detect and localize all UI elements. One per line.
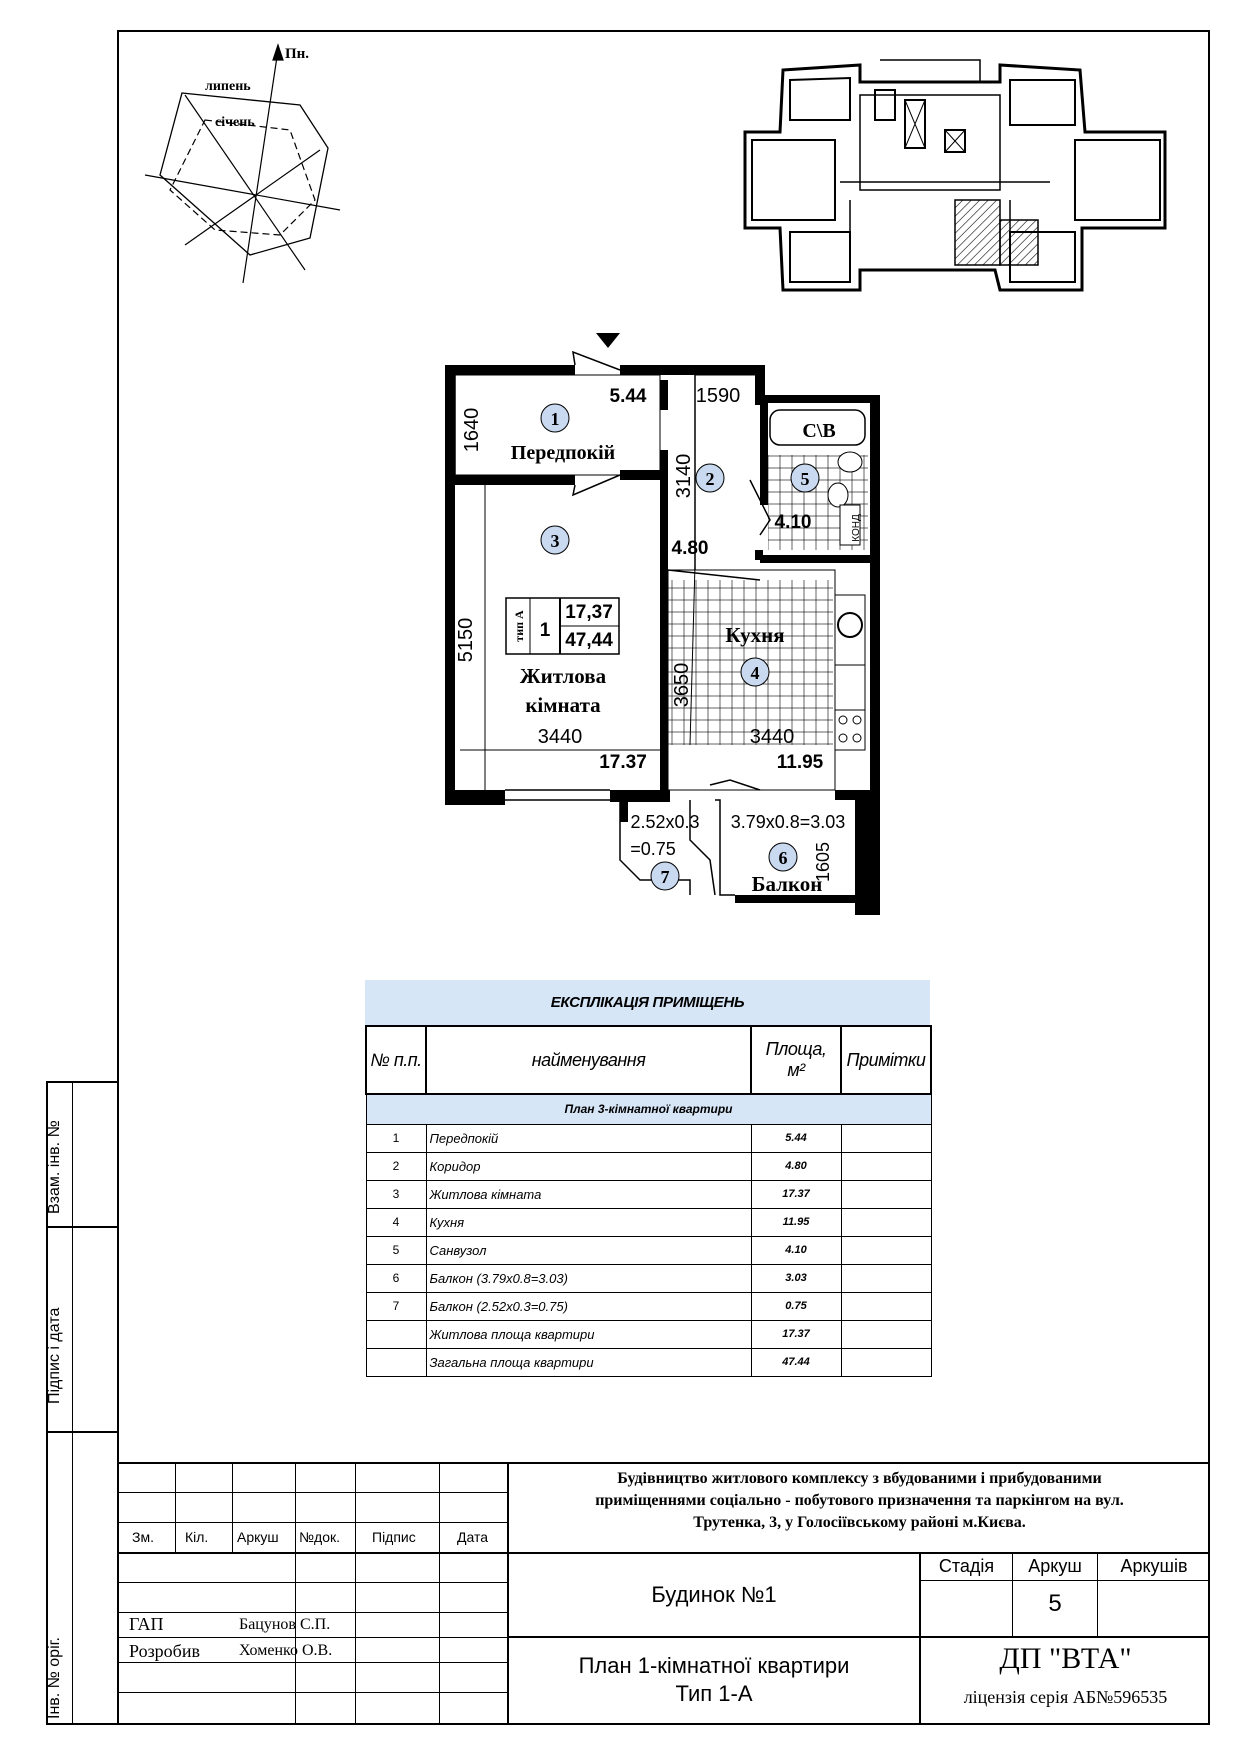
table-row: 7 Балкон (2.52x0.3=0.75) 0.75: [366, 1292, 931, 1320]
table-row: 3 Житлова кімната 17.37: [366, 1180, 931, 1208]
table-row: Загальна площа квартири 47.44: [366, 1348, 931, 1376]
key-plan-highlight: [955, 200, 1000, 265]
room-3-num: 3: [550, 531, 560, 551]
room-4-name: Кухня: [725, 623, 785, 647]
room-3-name-2: кімната: [525, 693, 601, 717]
sidebar-pidpys: Підпис і дата: [46, 1307, 63, 1404]
table-row: 4 Кухня 11.95: [366, 1208, 931, 1236]
room-5-area: 4.10: [774, 512, 812, 533]
gap-name: Бацунов С.П.: [239, 1616, 331, 1633]
project-description: Будівництво житлового комплексу з вбудованими і прибудованими приміщеннями соціально - побутового призначення та паркінгом на вул. Трутенка, 3, у Голосіївському районі м.Києва.: [595, 1470, 1124, 1531]
dim-1640: 1640: [461, 407, 483, 453]
dev-name: Хоменко О.В.: [239, 1642, 333, 1659]
table-row: 1 Передпокій 5.44: [366, 1124, 931, 1152]
table-row: 2 Коридор 4.80: [366, 1152, 931, 1180]
north-label: Пн.: [285, 46, 310, 62]
col-area: Площа, м²: [751, 1026, 841, 1094]
stamp-living: 17,37: [565, 602, 613, 623]
room-1-area: 5.44: [609, 386, 647, 407]
dim-3650: 3650: [671, 662, 693, 708]
org-name: ДП "ВТА": [999, 1642, 1132, 1675]
room-3-name-1: Житлова: [519, 664, 607, 688]
sidebar-vzam: Взам. інв. №: [46, 1120, 63, 1214]
sidebar-inv: Інв. № оріг.: [46, 1637, 63, 1719]
sheet-title: План 1-кімнатної квартири Тип 1-А: [578, 1653, 850, 1706]
room-2-area: 4.80: [671, 538, 709, 559]
room-1-num: 1: [550, 409, 560, 429]
col-data: Дата: [457, 1529, 489, 1545]
section-title: План 3-кімнатної квартири: [366, 1094, 931, 1124]
table-row: 5 Санвузол 4.10: [366, 1236, 931, 1264]
room-4-area: 11.95: [776, 752, 824, 773]
kitchen-small-label: КОНД: [851, 514, 862, 542]
sheet-label: Аркуш: [1028, 1556, 1082, 1576]
explication-table: [365, 980, 930, 1377]
dim-3140: 3140: [673, 453, 695, 499]
room-2-num: 2: [705, 469, 715, 489]
room-5-num: 5: [800, 469, 810, 489]
sheets-label: Аркушів: [1120, 1556, 1188, 1576]
dim-1590: 1590: [695, 385, 741, 407]
sidebar-cells: [46, 1120, 117, 1725]
table-row: 6 Балкон (3.79x0.8=3.03) 3.03: [366, 1264, 931, 1292]
stamp-total: 47,44: [565, 630, 613, 651]
license: ліцензія серія АБ№596535: [963, 1687, 1168, 1707]
room-3-area: 17.37: [599, 752, 647, 773]
stamp-num: 1: [539, 620, 551, 641]
col-notes: Примітки: [841, 1026, 931, 1094]
room-7-num: 7: [660, 867, 670, 887]
stamp-type: тип А: [512, 610, 526, 642]
col-ndok: №док.: [299, 1529, 340, 1545]
explication-title: ЕКСПЛІКАЦІЯ ПРИМІЩЕНЬ: [365, 980, 930, 1025]
dim-3440-kitchen: 3440: [749, 726, 795, 748]
col-name: найменування: [426, 1026, 751, 1094]
gap-role: ГАП: [129, 1614, 164, 1634]
col-zm: Зм.: [132, 1529, 154, 1545]
col-no: № п.п.: [366, 1026, 426, 1094]
dev-role: Розробив: [129, 1641, 200, 1661]
bath-label: С\В: [802, 420, 836, 442]
sheet-value: 5: [1048, 1590, 1062, 1617]
dim-5150: 5150: [455, 617, 477, 663]
building-name: Будинок №1: [651, 1582, 777, 1607]
stage-label: Стадія: [938, 1556, 995, 1576]
entrance-arrow: [596, 333, 620, 348]
table-row: Житлова площа квартири 17.37: [366, 1320, 931, 1348]
room-6-formula: 3.79x0.8=3.03: [730, 812, 846, 832]
dim-1605: 1605: [813, 841, 833, 883]
title-block: [117, 1462, 1210, 1725]
room-7-formula-2: =0.75: [630, 839, 676, 859]
room-1-name: Передпокій: [510, 442, 616, 464]
room-4-num: 4: [750, 663, 760, 683]
room-6-name: Балкон: [751, 872, 823, 896]
dim-3440-room: 3440: [537, 726, 583, 748]
room-7-formula-1: 2.52x0.3: [630, 812, 700, 832]
july-label: липень: [205, 79, 251, 94]
col-kil: Кіл.: [185, 1529, 209, 1545]
col-pidpys: Підпис: [372, 1529, 416, 1545]
room-6-num: 6: [778, 848, 788, 868]
january-label: січень: [215, 115, 255, 130]
col-arkush: Аркуш: [237, 1529, 279, 1545]
